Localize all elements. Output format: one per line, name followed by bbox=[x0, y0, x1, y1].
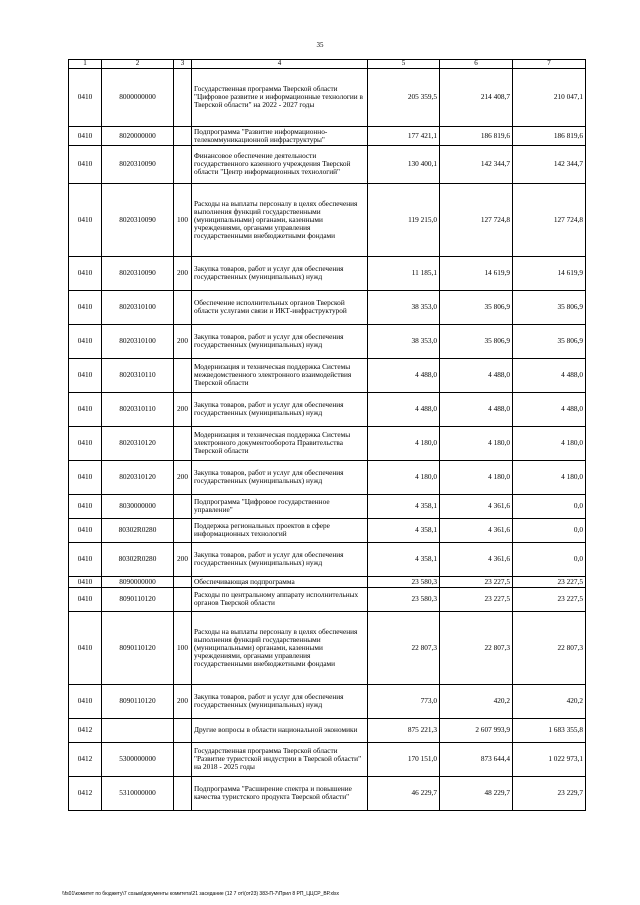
amount-year-1: 11 185,1 bbox=[368, 256, 440, 290]
target-article-code: 8090000000 bbox=[102, 576, 174, 587]
amount-year-1: 130 400,1 bbox=[368, 145, 440, 183]
table-row bbox=[69, 426, 586, 460]
amount-year-1: 773,0 bbox=[368, 684, 440, 718]
amount-year-3: 23 227,5 bbox=[513, 587, 586, 611]
amount-year-2: 214 408,7 bbox=[440, 68, 513, 126]
amount-year-2: 4 488,0 bbox=[440, 358, 513, 392]
amount-year-2: 2 607 993,9 bbox=[440, 718, 513, 742]
target-article-code: 8020310090 bbox=[102, 256, 174, 290]
amount-year-1: 4 358,1 bbox=[368, 494, 440, 518]
section-code: 0410 bbox=[69, 611, 102, 684]
amount-year-2: 4 361,6 bbox=[440, 518, 513, 542]
amount-year-1: 4 488,0 bbox=[368, 358, 440, 392]
row-description: Другие вопросы в области национальной экономики bbox=[192, 718, 368, 742]
amount-year-2: 4 180,0 bbox=[440, 460, 513, 494]
table-row bbox=[69, 392, 586, 426]
row-description: Подпрограмма "Цифровое государственное управление" bbox=[192, 494, 368, 518]
amount-year-1: 4 180,0 bbox=[368, 460, 440, 494]
expense-type-code bbox=[174, 518, 192, 542]
table-row bbox=[69, 742, 586, 776]
section-code: 0410 bbox=[69, 576, 102, 587]
amount-year-3: 127 724,8 bbox=[513, 183, 586, 256]
amount-year-3: 4 488,0 bbox=[513, 392, 586, 426]
table-row bbox=[69, 684, 586, 718]
amount-year-2: 142 344,7 bbox=[440, 145, 513, 183]
amount-year-2: 186 819,6 bbox=[440, 126, 513, 145]
table-row bbox=[69, 183, 586, 256]
table-header-row bbox=[69, 60, 586, 69]
column-header: 5 bbox=[368, 60, 440, 69]
column-header: 2 bbox=[102, 60, 174, 69]
amount-year-2: 873 644,4 bbox=[440, 742, 513, 776]
expense-type-code bbox=[174, 494, 192, 518]
section-code: 0412 bbox=[69, 742, 102, 776]
expense-type-code: 200 bbox=[174, 324, 192, 358]
column-header: 3 bbox=[174, 60, 192, 69]
section-code: 0412 bbox=[69, 718, 102, 742]
section-code: 0410 bbox=[69, 126, 102, 145]
amount-year-2: 4 488,0 bbox=[440, 392, 513, 426]
row-description: Модернизация и техническая поддержка Системы электронного документооборота Правительства Тверской области bbox=[192, 426, 368, 460]
table-row bbox=[69, 358, 586, 392]
section-code: 0410 bbox=[69, 324, 102, 358]
section-code: 0410 bbox=[69, 256, 102, 290]
budget-table bbox=[68, 59, 586, 811]
target-article-code: 80302R0280 bbox=[102, 542, 174, 576]
expense-type-code: 200 bbox=[174, 460, 192, 494]
expense-type-code: 100 bbox=[174, 183, 192, 256]
row-description: Поддержка региональных проектов в сфере информационных технологий bbox=[192, 518, 368, 542]
section-code: 0410 bbox=[69, 684, 102, 718]
expense-type-code bbox=[174, 358, 192, 392]
target-article-code: 8020310100 bbox=[102, 324, 174, 358]
file-path-footer: \\fs01\комитет по бюджету\7 созыв\документы комитета\21 заседание (12 7 от\(от23) 383-П-7\Прил 8 РП_ЦЦСР_ВР.xlsx bbox=[62, 891, 340, 897]
target-article-code: 8090110120 bbox=[102, 611, 174, 684]
table-row bbox=[69, 290, 586, 324]
amount-year-3: 186 819,6 bbox=[513, 126, 586, 145]
column-header: 6 bbox=[440, 60, 513, 69]
amount-year-2: 4 180,0 bbox=[440, 426, 513, 460]
row-description: Подпрограмма "Расширение спектра и повышение качества туристского продукта Тверской области" bbox=[192, 776, 368, 810]
row-description: Модернизация и техническая поддержка Системы межведомственного электронного взаимодействия Тверской области bbox=[192, 358, 368, 392]
amount-year-2: 127 724,8 bbox=[440, 183, 513, 256]
amount-year-1: 4 488,0 bbox=[368, 392, 440, 426]
amount-year-1: 875 221,3 bbox=[368, 718, 440, 742]
section-code: 0410 bbox=[69, 587, 102, 611]
table-row bbox=[69, 324, 586, 358]
amount-year-1: 170 151,0 bbox=[368, 742, 440, 776]
table-row bbox=[69, 542, 586, 576]
section-code: 0410 bbox=[69, 145, 102, 183]
amount-year-2: 22 807,3 bbox=[440, 611, 513, 684]
target-article-code: 8030000000 bbox=[102, 494, 174, 518]
section-code: 0410 bbox=[69, 542, 102, 576]
amount-year-2: 420,2 bbox=[440, 684, 513, 718]
amount-year-3: 420,2 bbox=[513, 684, 586, 718]
row-description: Расходы на выплаты персоналу в целях обеспечения выполнения функций государственными (муниципальными) органами, казенными учреждениями, органами управления государственными внебюджетными фондами bbox=[192, 611, 368, 684]
column-header: 1 bbox=[69, 60, 102, 69]
amount-year-3: 0,0 bbox=[513, 542, 586, 576]
target-article-code: 8020310110 bbox=[102, 358, 174, 392]
expense-type-code bbox=[174, 145, 192, 183]
expense-type-code bbox=[174, 742, 192, 776]
amount-year-1: 46 229,7 bbox=[368, 776, 440, 810]
amount-year-2: 35 806,9 bbox=[440, 324, 513, 358]
amount-year-1: 4 358,1 bbox=[368, 518, 440, 542]
table-row bbox=[69, 256, 586, 290]
amount-year-3: 35 806,9 bbox=[513, 290, 586, 324]
target-article-code: 8020000000 bbox=[102, 126, 174, 145]
expense-type-code bbox=[174, 587, 192, 611]
amount-year-2: 14 619,9 bbox=[440, 256, 513, 290]
target-article-code: 8020310090 bbox=[102, 145, 174, 183]
column-header: 7 bbox=[513, 60, 586, 69]
target-article-code: 8090110120 bbox=[102, 587, 174, 611]
target-article-code: 5300000000 bbox=[102, 742, 174, 776]
expense-type-code bbox=[174, 126, 192, 145]
amount-year-3: 1 022 973,1 bbox=[513, 742, 586, 776]
section-code: 0410 bbox=[69, 460, 102, 494]
table-row bbox=[69, 587, 586, 611]
amount-year-3: 23 227,5 bbox=[513, 576, 586, 587]
page-number: 35 bbox=[316, 41, 324, 49]
row-description: Обеспечение исполнительных органов Тверской области услугами связи и ИКТ-инфраструктурой bbox=[192, 290, 368, 324]
amount-year-2: 23 227,5 bbox=[440, 587, 513, 611]
amount-year-2: 4 361,6 bbox=[440, 542, 513, 576]
row-description: Закупка товаров, работ и услуг для обеспечения государственных (муниципальных) нужд bbox=[192, 684, 368, 718]
row-description: Закупка товаров, работ и услуг для обеспечения государственных (муниципальных) нужд bbox=[192, 542, 368, 576]
amount-year-1: 38 353,0 bbox=[368, 290, 440, 324]
table-row bbox=[69, 718, 586, 742]
expense-type-code bbox=[174, 68, 192, 126]
target-article-code bbox=[102, 718, 174, 742]
expense-type-code: 100 bbox=[174, 611, 192, 684]
row-description: Расходы на выплаты персоналу в целях обеспечения выполнения функций государственными (муниципальными) органами, казенными учреждениями, органами управления государственными внебюджетными фондами bbox=[192, 183, 368, 256]
table-row bbox=[69, 126, 586, 145]
amount-year-3: 22 807,3 bbox=[513, 611, 586, 684]
row-description: Обеспечивающая подпрограмма bbox=[192, 576, 368, 587]
table-row bbox=[69, 460, 586, 494]
section-code: 0410 bbox=[69, 290, 102, 324]
row-description: Государственная программа Тверской области "Развитие туристской индустрии в Тверской области" на 2018 - 2025 годы bbox=[192, 742, 368, 776]
expense-type-code bbox=[174, 576, 192, 587]
amount-year-3: 142 344,7 bbox=[513, 145, 586, 183]
row-description: Закупка товаров, работ и услуг для обеспечения государственных (муниципальных) нужд bbox=[192, 392, 368, 426]
amount-year-2: 23 227,5 bbox=[440, 576, 513, 587]
section-code: 0410 bbox=[69, 358, 102, 392]
target-article-code: 8020310120 bbox=[102, 460, 174, 494]
amount-year-1: 4 180,0 bbox=[368, 426, 440, 460]
table-row bbox=[69, 68, 586, 126]
amount-year-1: 119 215,0 bbox=[368, 183, 440, 256]
row-description: Подпрограмма "Развитие информационно-телекоммуникационной инфраструктуры" bbox=[192, 126, 368, 145]
amount-year-2: 35 806,9 bbox=[440, 290, 513, 324]
expense-type-code bbox=[174, 776, 192, 810]
section-code: 0410 bbox=[69, 494, 102, 518]
table-row bbox=[69, 494, 586, 518]
table-row bbox=[69, 611, 586, 684]
amount-year-3: 0,0 bbox=[513, 518, 586, 542]
row-description: Финансовое обеспечение деятельности государственного казенного учреждения Тверской области "Центр информационных технологий" bbox=[192, 145, 368, 183]
expense-type-code bbox=[174, 290, 192, 324]
table-row bbox=[69, 518, 586, 542]
amount-year-1: 38 353,0 bbox=[368, 324, 440, 358]
amount-year-1: 23 580,3 bbox=[368, 576, 440, 587]
target-article-code: 8020310120 bbox=[102, 426, 174, 460]
row-description: Закупка товаров, работ и услуг для обеспечения государственных (муниципальных) нужд bbox=[192, 256, 368, 290]
amount-year-3: 4 180,0 bbox=[513, 460, 586, 494]
table-row bbox=[69, 145, 586, 183]
amount-year-3: 1 683 355,8 bbox=[513, 718, 586, 742]
section-code: 0410 bbox=[69, 68, 102, 126]
target-article-code: 5310000000 bbox=[102, 776, 174, 810]
amount-year-3: 14 619,9 bbox=[513, 256, 586, 290]
row-description: Закупка товаров, работ и услуг для обеспечения государственных (муниципальных) нужд bbox=[192, 460, 368, 494]
column-header: 4 bbox=[192, 60, 368, 69]
expense-type-code bbox=[174, 426, 192, 460]
expense-type-code: 200 bbox=[174, 684, 192, 718]
target-article-code: 8020310100 bbox=[102, 290, 174, 324]
section-code: 0410 bbox=[69, 518, 102, 542]
target-article-code: 80302R0280 bbox=[102, 518, 174, 542]
amount-year-2: 48 229,7 bbox=[440, 776, 513, 810]
amount-year-3: 4 488,0 bbox=[513, 358, 586, 392]
expense-type-code: 200 bbox=[174, 256, 192, 290]
amount-year-3: 0,0 bbox=[513, 494, 586, 518]
expense-type-code bbox=[174, 718, 192, 742]
amount-year-2: 4 361,6 bbox=[440, 494, 513, 518]
section-code: 0410 bbox=[69, 183, 102, 256]
table-row bbox=[69, 776, 586, 810]
row-description: Расходы по центральному аппарату исполнительных органов Тверской области bbox=[192, 587, 368, 611]
amount-year-1: 205 359,5 bbox=[368, 68, 440, 126]
target-article-code: 8000000000 bbox=[102, 68, 174, 126]
table-row bbox=[69, 576, 586, 587]
section-code: 0410 bbox=[69, 426, 102, 460]
amount-year-1: 23 580,3 bbox=[368, 587, 440, 611]
target-article-code: 8020310110 bbox=[102, 392, 174, 426]
amount-year-1: 4 358,1 bbox=[368, 542, 440, 576]
section-code: 0410 bbox=[69, 392, 102, 426]
amount-year-1: 22 807,3 bbox=[368, 611, 440, 684]
amount-year-3: 23 229,7 bbox=[513, 776, 586, 810]
target-article-code: 8090110120 bbox=[102, 684, 174, 718]
amount-year-3: 35 806,9 bbox=[513, 324, 586, 358]
expense-type-code: 200 bbox=[174, 542, 192, 576]
amount-year-1: 177 421,1 bbox=[368, 126, 440, 145]
target-article-code: 8020310090 bbox=[102, 183, 174, 256]
row-description: Государственная программа Тверской области "Цифровое развитие и информационные технологии в Тверской области" на 2022 - 2027 годы bbox=[192, 68, 368, 126]
amount-year-3: 210 047,1 bbox=[513, 68, 586, 126]
section-code: 0412 bbox=[69, 776, 102, 810]
amount-year-3: 4 180,0 bbox=[513, 426, 586, 460]
row-description: Закупка товаров, работ и услуг для обеспечения государственных (муниципальных) нужд bbox=[192, 324, 368, 358]
expense-type-code: 200 bbox=[174, 392, 192, 426]
